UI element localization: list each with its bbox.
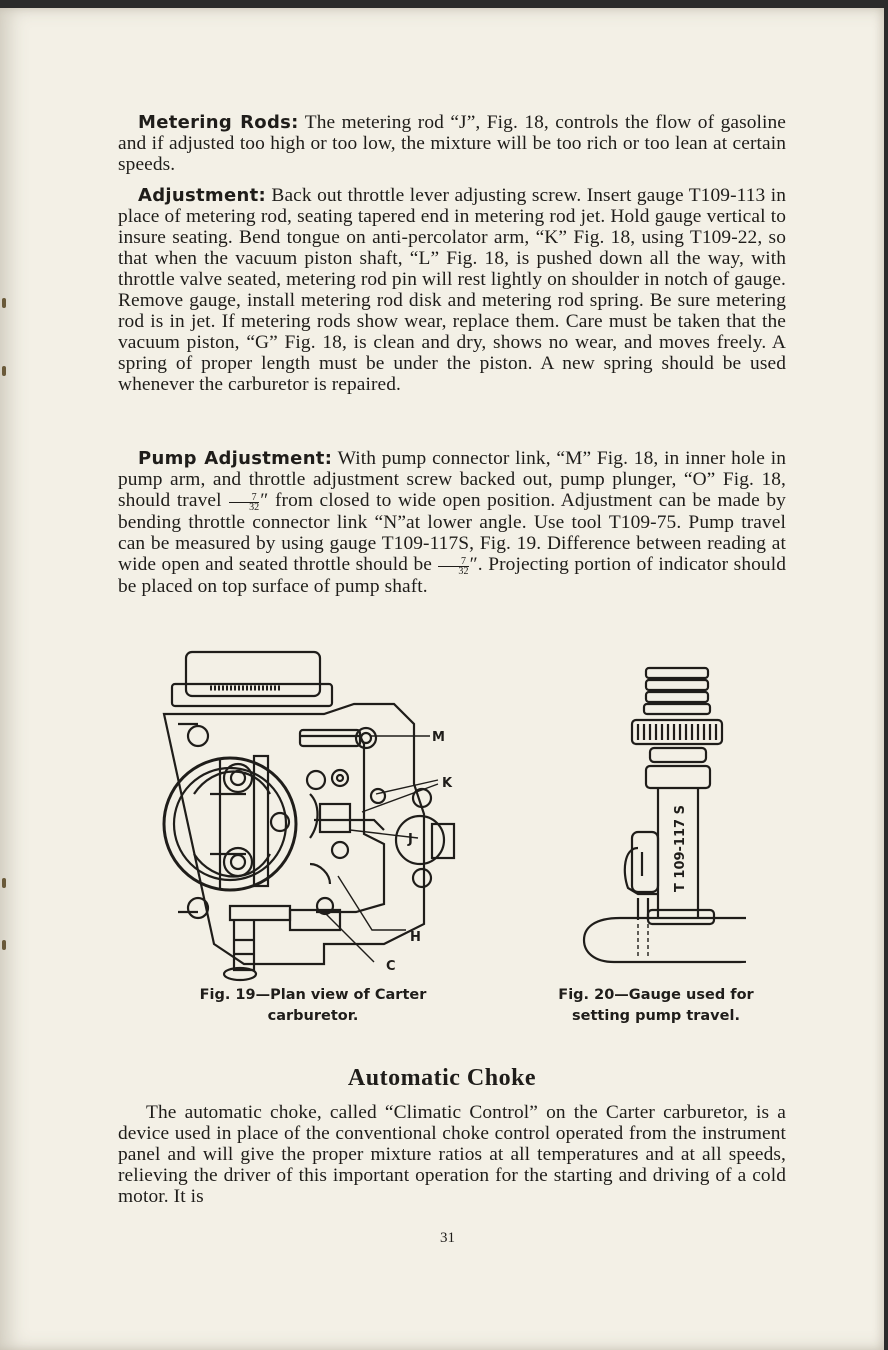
automatic-choke-paragraph: The automatic choke, called “Climatic Control” on the Carter carburetor, is a device used in place of the conventional choke control operated from the instrument panel and will give the proper mixture ratios at all temperatures and at all speeds, relieving the driver of this important operation for the starting and driving of a cold motor. It is: [118, 1102, 786, 1207]
metering-rods-paragraph: [118, 112, 786, 175]
label-h: H: [410, 930, 421, 945]
book-page: [0, 8, 884, 1350]
pump-travel-gauge-illustration: [576, 662, 746, 974]
section-title: Automatic Choke: [347, 1065, 537, 1091]
margin-mark: [2, 878, 6, 888]
fig20-caption: Fig. 20—Gauge used for setting pump travel.: [558, 987, 754, 1024]
inch-mark: ″.: [469, 554, 483, 575]
pump-adjustment-paragraph: [118, 448, 786, 597]
label-m: M: [432, 730, 445, 745]
pump-adjustment-heading: Pump Adjustment:: [138, 448, 333, 469]
air-horn-top: [186, 652, 320, 696]
pump-adjustment-text-b: from closed to wide open position. Adjustment can be made by bending throttle connector link “N”at lower angle. Use tool T109-75. Pump travel can be measured by using gauge T109-117S, Fig. 19. Difference between reading at wide open and seated throttle should be: [118, 490, 786, 575]
fraction-seven-thirtyseconds: $\frac{7}{32}$: [229, 493, 259, 512]
margin-mark: [2, 366, 6, 376]
gauge-part-number: T 109-117 S: [673, 805, 688, 892]
carburetor-plan-illustration: [150, 644, 460, 984]
adjustment-text: Back out throttle lever adjusting screw. Insert gauge T109-113 in place of metering rod, seating tapered end in metering rod jet. Hold gauge vertical to insure seating. Bend tongue on anti-percolator arm, “K” Fig. 18, using T109-22, so that when the vacuum piston shaft, “L” Fig. 18, is pushed down all the way, with throttle valve seated, metering rod pin will rest lightly on shoulder in notch of gauge. Remove gauge, install metering rod disk and metering rod spring. Be sure metering rod is in jet. If metering rods show wear, replace them. Care must be taken that the vacuum piston, “G” Fig. 18, is clean and dry, shows no wear, and moves freely. A spring of proper length must be under the piston. A new spring should be used whenever the carburetor is repaired.: [118, 185, 786, 395]
margin-mark: [2, 298, 6, 308]
margin-mark: [2, 940, 6, 950]
label-c: C: [386, 959, 396, 974]
metering-rods-text: The metering rod “J”, Fig. 18, controls the flow of gasoline and if adjusted too high or too low, the mixture will be too rich or too lean at certain speeds.: [118, 112, 786, 175]
metering-rods-heading: Metering Rods:: [138, 112, 299, 133]
pump-adjustment-text-a: With pump connector link, “M” Fig. 18, in inner hole in pump arm, and throttle adjustment screw backed out, pump plunger, “O” Fig. 18, should travel: [118, 448, 786, 511]
label-j: J: [408, 832, 413, 847]
page-number: 31: [440, 1230, 455, 1246]
label-k: K: [442, 776, 453, 791]
pump-adjustment-text-c: Projecting portion of indicator should be placed on top surface of pump shaft.: [118, 554, 786, 597]
leader-k: [362, 780, 438, 812]
knurled-nut: [632, 720, 722, 744]
fig19-caption: Fig. 19—Plan view of Carter carburetor.: [199, 987, 427, 1024]
adjustment-heading: Adjustment:: [138, 185, 266, 206]
inch-mark: ″: [260, 490, 269, 511]
adjustment-paragraph: [118, 185, 786, 395]
leader-h: [338, 876, 406, 930]
fraction-seven-thirtyseconds: $\frac{7}{32}$: [438, 557, 468, 576]
